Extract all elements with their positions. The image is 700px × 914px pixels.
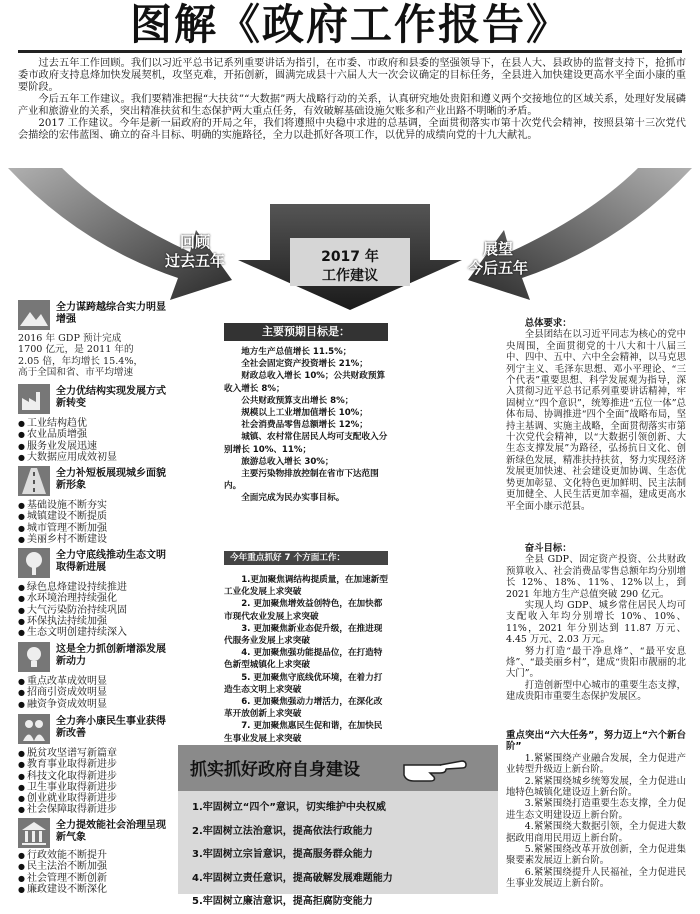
- road-icon: [18, 466, 50, 496]
- task-item: 1.更加聚焦调结构提质量，在加速新型工业化发展上求突破: [224, 575, 388, 598]
- list-item: ● 环保执法持续加强: [18, 616, 168, 627]
- innovation-list: [18, 676, 168, 710]
- goal-item: 公共财政预算支出增长 8%；: [241, 395, 354, 406]
- ecology-list: [18, 582, 168, 638]
- goal-item: 规模以上工业增加值增长 10%；: [241, 408, 368, 419]
- list-item: ● 重点改革成效明显: [18, 676, 168, 687]
- list-item: ● 美丽乡村不断建设: [18, 534, 168, 545]
- left-arrow-line: 过去五年: [164, 252, 225, 270]
- six-task-item: 4.紧紧围绕大数据引领，全力促进大数据政用商用民用迈上新台阶。: [506, 821, 686, 844]
- section-title: 全力奔小康民生事业获得新改善: [56, 716, 166, 739]
- section-innovation: [18, 642, 168, 676]
- building-icon: [18, 818, 50, 848]
- list-item: ● 行政效能不断提升: [18, 850, 168, 861]
- pointing-hand-icon: [400, 751, 470, 787]
- left-arrow-line: 回顾: [179, 233, 210, 251]
- goals-text: 全县 GDP、固定资产投资、公共财政预算收入、社会消费品零售总额年均分别增长 12%、18%、11%、12%以上，到 2021 年地方生产总值突破 290 亿元。: [506, 554, 686, 600]
- list-item: ● 教育事业取得新进步: [18, 759, 168, 770]
- list-item: 5.牢固树立廉洁意识，提高拒腐防变能力: [192, 896, 373, 907]
- intro-section: [18, 58, 686, 142]
- tasks-list: [224, 574, 388, 745]
- self-building-title: 抓实抓好政府自身建设: [190, 760, 360, 780]
- goal-item: 主要污染物排放控制在省市下达范围内。: [224, 469, 379, 492]
- list-item: ● 城镇建设不断提质: [18, 511, 168, 522]
- list-item: 3.牢固树立宗旨意识，提高服务群众能力: [192, 849, 373, 860]
- goal-item: 城镇、农村常住居民人均可支配收入分别增长 10%、11%；: [224, 432, 388, 455]
- task-item: 2. 更加聚焦增效益创特色，在加快都市现代农业发展上求突破: [224, 599, 383, 622]
- list-item: ● 城市管理不断加强: [18, 523, 168, 534]
- structure-list: [18, 418, 168, 463]
- center-arrow-line: 2017 年: [321, 249, 379, 265]
- list-item: ● 服务业发展迅速: [18, 441, 168, 452]
- six-task-item: 3.紧紧围绕打造重要生态支撑，全力促进生态文明建设迈上新台阶。: [506, 798, 686, 821]
- list-item: ● 生态文明创建持续深入: [18, 627, 168, 638]
- section-governance: [18, 818, 168, 852]
- self-building-box: [178, 745, 498, 907]
- section-title: 全力优结构实现发展方式新转变: [56, 386, 166, 409]
- livelihood-list: [18, 748, 168, 816]
- six-task-item: 5.紧紧围绕改革开放创新，全力促进集聚要素发展迈上新台阶。: [506, 844, 686, 867]
- goals-heading-right: 奋斗目标：: [524, 543, 572, 554]
- goal-item: 财政总收入增长 10%；公共财政预算收入增长 8%；: [224, 371, 386, 394]
- intro-paragraph: 今后五年工作建议。我们要精准把握“大扶贫”“大数据”两大战略行动的关系，认真研究地处贵阳和遵义两个交接地位的区域关系，处理好发展磷产业和旅游业的关系，突出精准扶贫和生态保护两大重点任务，有效破解基础设施欠账多和产业出路不明晰的矛盾。: [18, 94, 686, 117]
- governance-list: [18, 850, 168, 895]
- section-title: 全力守底线推动生态文明取得新进展: [56, 550, 166, 573]
- list-item: 2.牢固树立法治意识，提高依法行政能力: [192, 825, 373, 837]
- list-item: ● 民主法治不断加强: [18, 861, 168, 872]
- list-item: ● 脱贫攻坚谱写新篇章: [18, 748, 168, 759]
- list-item: ● 水环境治理持续强化: [18, 593, 168, 604]
- list-item: 4.牢固树立责任意识，提高破解发展难题能力: [192, 872, 393, 884]
- goal-item: 地方生产总值增长 11.5%；: [241, 347, 352, 357]
- center-arrow-label: [292, 248, 408, 286]
- tasks-heading: 今年重点抓好 7 个方面工作：: [224, 551, 388, 565]
- task-item: 4. 更加聚焦强功能提品位，在打造特色新型城镇化上求突破: [224, 648, 383, 671]
- goal-item: 全面完成为民办实事目标。: [241, 493, 345, 504]
- section-livelihood: [18, 714, 168, 748]
- list-item: ● 绿色息烽建设持续推进: [18, 582, 168, 593]
- right-arrow-shape: [468, 168, 692, 300]
- list-item: ● 社会保障取得新进步: [18, 804, 168, 815]
- section-infrastructure: [18, 466, 168, 500]
- task-item: 3. 更加聚焦新业态促升级，在推进现代服务业发展上求突破: [224, 623, 383, 647]
- list-item: ● 融资争资成效明显: [18, 699, 168, 710]
- list-item: ● 招商引资成效明显: [18, 687, 168, 698]
- section-title: 全力提效能社会治理呈现新气象: [56, 820, 166, 843]
- goals-text: 打造创新型中心城市的重要生态支撑，建成贵阳市重要生态保护发展区。: [506, 679, 686, 703]
- task-item: 7. 更加聚焦惠民生促和谐，在加快民生事业发展上求突破: [224, 721, 383, 744]
- page-title: 图解《政府工作报告》: [129, 0, 570, 49]
- section-title: 全力补短板展现城乡面貌新形象: [56, 468, 166, 491]
- six-tasks-heading: 重点突出“六大任务”，努力迈上“六个新台阶”: [506, 730, 686, 753]
- section-economy: [18, 300, 168, 334]
- left-arrow-label: [150, 233, 240, 271]
- list-item: 1.牢固树立“四个”意识，切实维护中央权威: [192, 802, 386, 813]
- right-column-tasks: [506, 730, 686, 890]
- right-arrow-line: 今后五年: [467, 259, 528, 277]
- lightbulb-icon: [18, 642, 50, 672]
- list-item: ● 科技文化取得新进步: [18, 771, 168, 782]
- tree-icon: [18, 548, 50, 578]
- six-task-item: 2.紧紧围绕城乡统筹发展，全力促进山地特色城镇化建设迈上新台阶。: [506, 775, 686, 799]
- self-building-list: [192, 796, 393, 914]
- right-arrow-label: [448, 240, 548, 278]
- title-divider: [18, 50, 682, 53]
- list-item: ● 大气污染防治持续巩固: [18, 605, 168, 616]
- mountain-icon: [18, 300, 50, 330]
- goal-item: 旅游总收入增长 30%；: [241, 456, 334, 467]
- task-item: 5. 更加聚焦守底线优环境，在着力打造生态文明上求突破: [224, 672, 383, 695]
- factory-icon: [18, 384, 50, 414]
- six-task-item: 1.紧紧围绕产业融合发展，全力促进产业转型升级迈上新台阶。: [506, 752, 686, 776]
- list-item: ● 社会管理不断创新: [18, 873, 168, 884]
- right-column-goals: [506, 543, 686, 703]
- list-item: ● 卫生事业取得新进步: [18, 782, 168, 793]
- gdp-summary: 2016 年 GDP 预计完成 1700 亿元，是 2011 年的 2.05 倍，年均增长 15.4%，高于全国和省、市平均增速: [18, 333, 144, 378]
- goal-item: 全社会固定资产投资增长 21%；: [241, 359, 368, 370]
- list-item: ● 工业结构趋优: [18, 418, 168, 429]
- infrastructure-list: [18, 500, 168, 545]
- arrows-graphic: [0, 160, 700, 310]
- intro-paragraph: 2017 工作建议。今年是新一届政府的开局之年，我们将遵照中央稳中求进的总基调，全面贯彻落实市第十次党代会精神，按照县第十三次党代会描绘的宏伟蓝图、确立的奋斗目标、明确的实施路径，全力以赴抓好各项工作，以优异的成绩向党的十九大献礼。: [18, 118, 686, 141]
- list-item: ● 廉政建设不断深化: [18, 884, 168, 895]
- goal-item: 社会消费品零售总额增长 12%；: [241, 420, 368, 431]
- goals-heading: 主要预期目标是：: [224, 323, 388, 341]
- section-structure: [18, 384, 168, 418]
- overall-requirements-heading: 总体要求：: [524, 318, 572, 329]
- section-title: 这是全力抓创新增添发展新动力: [56, 644, 166, 667]
- right-column: [506, 318, 686, 512]
- family-icon: [18, 714, 50, 744]
- list-item: ● 创业就业取得新进步: [18, 793, 168, 804]
- intro-paragraph: 过去五年工作回顾。我们以习近平总书记系列重要讲话为指引，在市委、市政府和县委的坚强领导下，在县人大、县政协的监督支持下，抢抓市委市政府支持息烽加快发展契机，攻坚克难，开拓创新，圆满完成县十六届人大一次会议确定的目标任务，全县进入加快建设更高水平全面小康的重要阶段。: [18, 58, 686, 93]
- self-building-header: [178, 745, 498, 791]
- section-ecology: [18, 548, 168, 582]
- task-item: 6. 更加聚焦强动力增活力，在深化改革开放创新上求突破: [224, 697, 383, 720]
- right-arrow-line: 展望: [482, 240, 513, 258]
- list-item: ● 大数据应用成效初显: [18, 452, 168, 463]
- goals-text: 努力打造“最干净息烽”、“最平安息烽”、“最美丽乡村”，建成“贵阳市靓丽的北大门”。: [506, 645, 686, 680]
- goals-text: 实现人均 GDP、城乡常住居民人均可支配收入年均分别增长 10%、10%、11%，2021 年分别达到 11.87 万元、4.45 万元、2.03 万元。: [506, 600, 686, 646]
- center-arrow-line: 工作建议: [322, 268, 378, 284]
- list-item: ● 农业品质增强: [18, 429, 168, 440]
- goals-list: [224, 346, 388, 505]
- overall-requirements-text: 全县团结在以习近平同志为核心的党中央周围，全面贯彻党的十八大和十八届三中、四中、五中、六中全会精神，以马克思列宁主义、毛泽东思想、邓小平理论、“三个代表”重要思想、科学发展观为指导，深入贯彻习近平总书记系列重要讲话精神，牢固树立“四个意识”，统筹推进“五位一体”总体布局、协调推进“四个全面”战略布局，坚持主基调、实施主战略，全面贯彻落实市第十次党代会精神，以“大数据引领创新、大生态支撑发展”为路径，弘扬抗日文化、创新绿色发展，精准扶持扶贫，努力实现经济发展更加快速、社会建设更加协调、生态优势更加彰显、文化特色更加鲜明、民主法制更加健全、人民生活更加幸福，建成更高水平全面小康示范县。: [506, 329, 686, 512]
- six-task-item: 6.紧紧围绕提升人民福祉，全力促进民生事业发展迈上新台阶。: [506, 866, 686, 890]
- list-item: ● 基础设施不断夯实: [18, 500, 168, 511]
- section-title: 全力谋跨越综合实力明显增强: [56, 302, 166, 325]
